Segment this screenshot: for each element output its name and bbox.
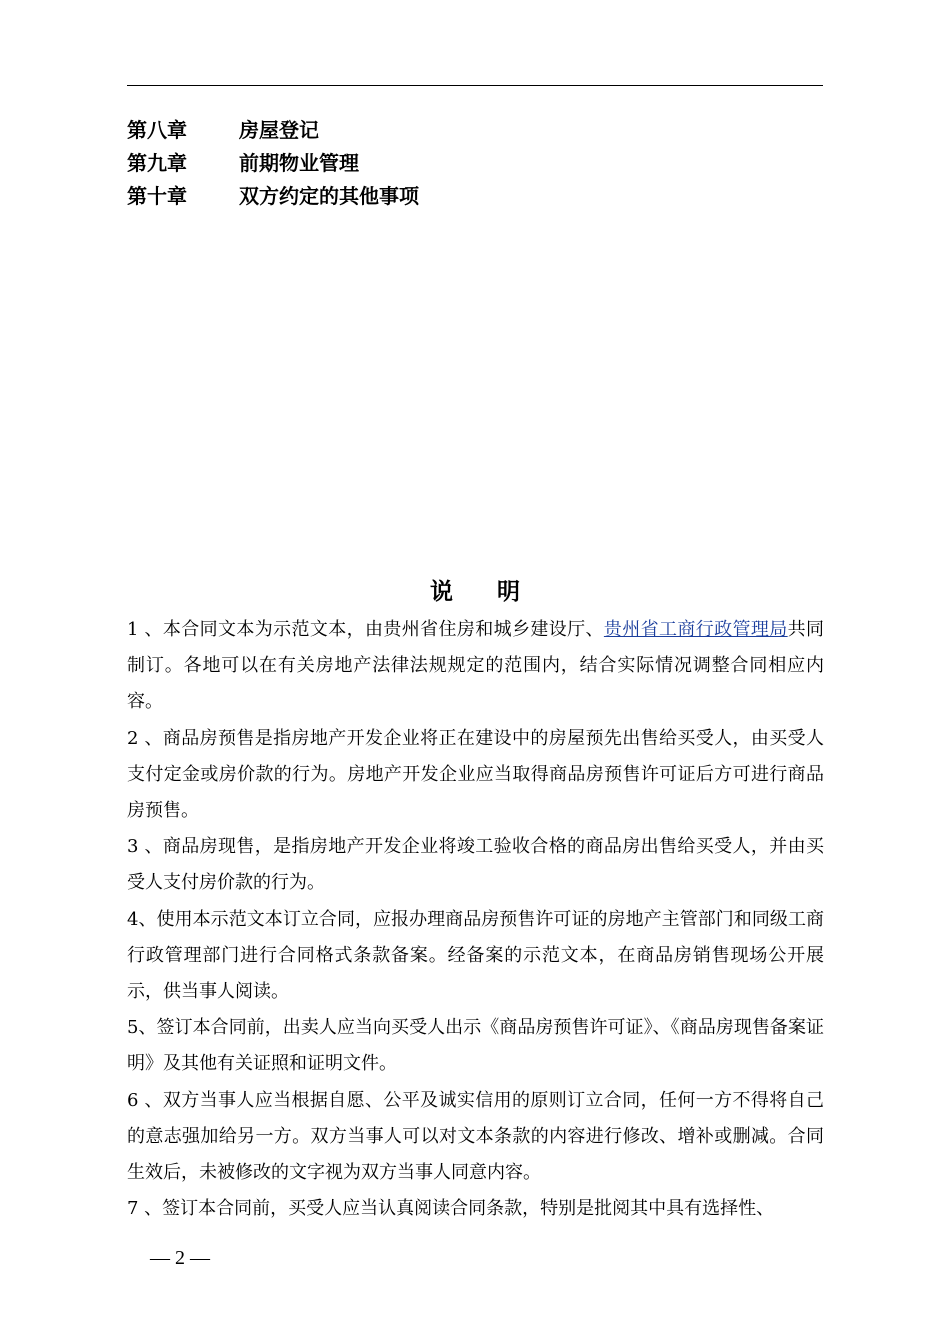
note-item-3: 3 、商品房现售，是指房地产开发企业将竣工验收合格的商品房出售给买受人，并由买受人支付房价款的行为。 xyxy=(127,836,824,894)
page-number: — 2 — xyxy=(150,1247,210,1269)
note-item-6: 6 、双方当事人应当根据自愿、公平及诚实信用的原则订立合同，任何一方不得将自己的意志强加给另一方。双方当事人可以对文本条款的内容进行修改、增补或删减。合同生效后，未被修改的文字视为双方当事人同意内容。 xyxy=(127,1089,824,1184)
section-title-left: 说 xyxy=(430,578,453,605)
toc-item-chapter-10 xyxy=(127,180,823,213)
toc-chapter-title: 前期物业管理 xyxy=(239,151,359,175)
section-title xyxy=(127,572,823,612)
toc-chapter-label: 第九章 xyxy=(127,151,187,175)
note-item-5: 5、签订本合同前，出卖人应当向买受人出示《商品房预售许可证》、《商品房现售备案证明》及其他有关证照和证明文件。 xyxy=(127,1017,824,1075)
instructions-list xyxy=(127,612,824,1227)
agency-link[interactable]: 贵州省工商行政管理局 xyxy=(603,619,788,640)
note-item-2: 2 、商品房预售是指房地产开发企业将正在建设中的房屋预先出售给买受人，由买受人支付定金或房价款的行为。房地产开发企业应当取得商品房预售许可证后方可进行商品房预售。 xyxy=(127,727,824,822)
note-text: 共同制订。各地可以在有关房地产法律法规规定的范围内，结合实际情况调整合同相应内容。 xyxy=(127,619,825,713)
toc-chapter-label: 第八章 xyxy=(127,118,187,142)
toc-chapter-label: 第十章 xyxy=(127,184,187,208)
note-text: 1 、本合同文本为示范文本，由贵州省住房和城乡建设厅、 xyxy=(127,619,604,640)
table-of-contents xyxy=(127,114,823,213)
header-rule xyxy=(127,85,823,86)
toc-item-chapter-9 xyxy=(127,147,823,180)
note-item-4: 4、使用本示范文本订立合同，应报办理商品房预售许可证的房地产主管部门和同级工商行政管理部门进行合同格式条款备案。经备案的示范文本，在商品房销售现场公开展示，供当事人阅读。 xyxy=(127,908,824,1003)
note-item-7: 7 、签订本合同前，买受人应当认真阅读合同条款，特别是批阅其中具有选择性、 xyxy=(127,1198,775,1220)
toc-chapter-title: 房屋登记 xyxy=(239,118,319,142)
section-title-right: 明 xyxy=(497,578,520,605)
toc-item-chapter-8 xyxy=(127,114,823,147)
toc-chapter-title: 双方约定的其他事项 xyxy=(239,184,419,208)
note-item-1 xyxy=(127,612,824,721)
